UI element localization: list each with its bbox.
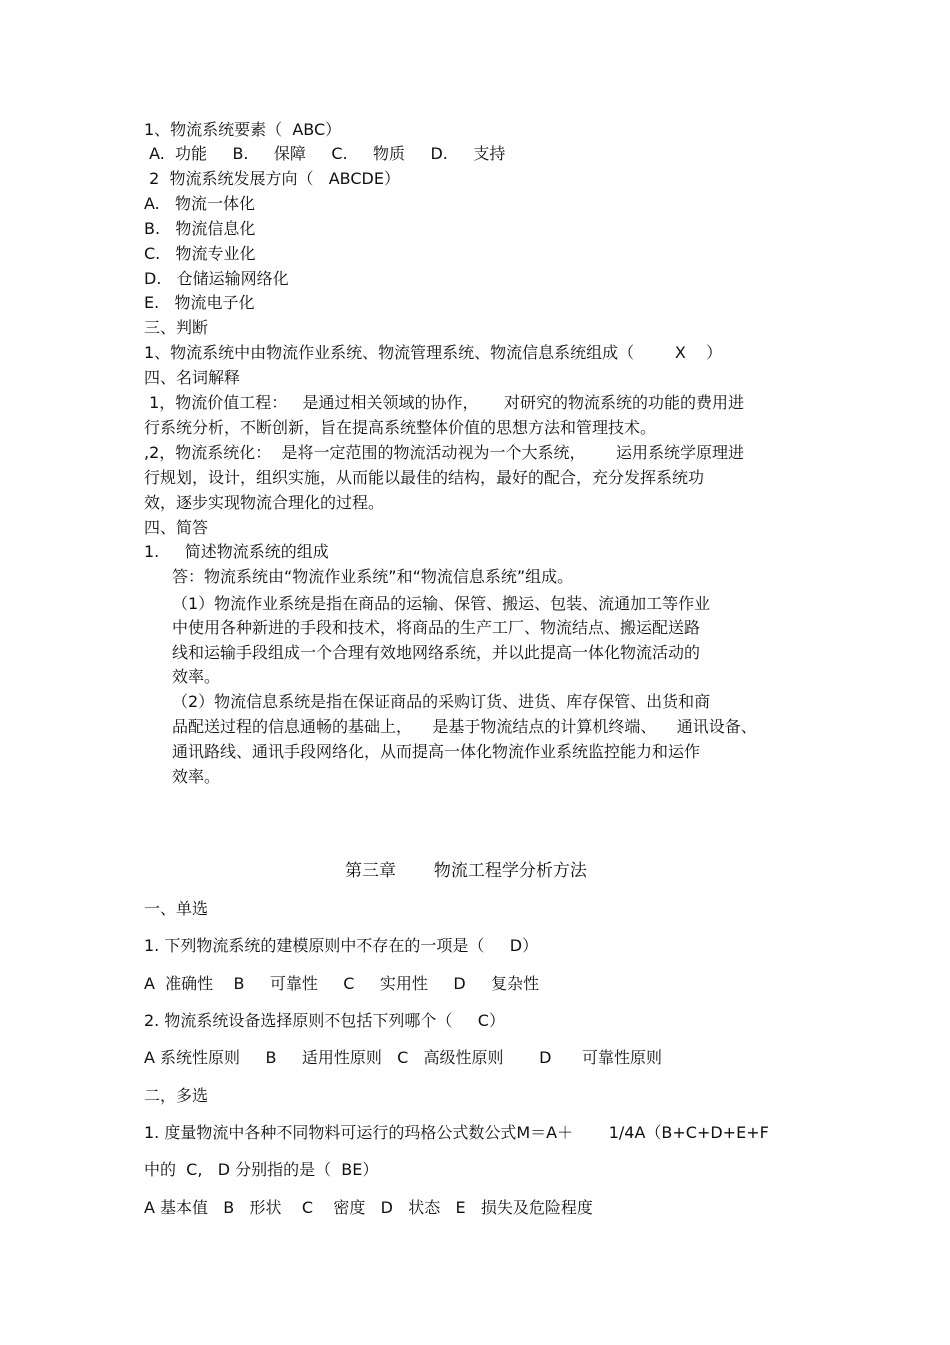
answer-part-2-line-2: 品配送过程的信息通畅的基础上， 是基于物流结点的计算机终端、 通讯设备、 [172,717,757,736]
section-judgement: 三、判断 [144,318,209,337]
options-system-elements: A. 功能 B. 保障 C. 物质 D. 支持 [144,144,506,163]
single-choice-options-2: A 系统性原则 B 适用性原则 C 高级性原则 D 可靠性原则 [144,1048,662,1067]
question-system-elements: 1、物流系统要素（ ABC） [144,120,342,139]
single-choice-question-1: 1. 下列物流系统的建模原则中不存在的一项是（ D） [144,936,539,955]
option-d: D. 仓储运输网络化 [144,269,289,288]
section-single-choice: 一、单选 [144,899,209,918]
judgement-question: 1、物流系统中由物流作业系统、物流管理系统、物流信息系统组成（ X ） [144,343,723,362]
multiple-choice-options: A 基本值 B 形状 C 密度 D 状态 E 损失及危险程度 [144,1198,593,1217]
multiple-choice-question-line-1: 1. 度量物流中各种不同物料可运行的玛格公式数公式M＝A＋ 1/4A（B+C+D+E+F [144,1123,769,1142]
answer-summary: 答：物流系统由“物流作业系统”和“物流信息系统”组成。 [172,567,574,586]
answer-part-1-line-4: 效率。 [172,667,221,686]
single-choice-question-2: 2. 物流系统设备选择原则不包括下列哪个（ C） [144,1011,505,1030]
section-multiple-choice: 二，多选 [144,1086,209,1105]
option-e: E. 物流电子化 [144,293,255,312]
option-b: B. 物流信息化 [144,219,256,238]
term-systematization-continued-1: 行规划，设计，组织实施，从而能以最佳的结构，最好的配合，充分发挥系统功 [144,468,705,487]
short-answer-question: 1. 简述物流系统的组成 [144,542,329,561]
answer-part-2-line-3: 通讯路线、通讯手段网络化，从而提高一体化物流作业系统监控能力和运作 [172,742,701,761]
section-short-answer: 四、简答 [144,518,209,537]
chapter-title: 第三章 物流工程学分析方法 [345,861,587,881]
option-a: A. 物流一体化 [144,194,256,213]
multiple-choice-question-line-2: 中的 C, D 分别指的是（ BE） [144,1160,379,1179]
answer-part-1-line-3: 线和运输手段组成一个合理有效地网络系统，并以此提高一体化物流活动的 [172,643,701,662]
term-value-engineering-continued: 行系统分析，不断创新，旨在提高系统整体价值的思想方法和管理技术。 [144,418,657,437]
answer-part-2-line-4: 效率。 [172,767,221,786]
option-c: C. 物流专业化 [144,244,256,263]
question-development-direction: 2 物流系统发展方向（ ABCDE） [144,169,400,188]
term-value-engineering: 1，物流价值工程： 是通过相关领域的协作， 对研究的物流系统的功能的费用进 [144,393,744,412]
term-systematization: ,2，物流系统化： 是将一定范围的物流活动视为一个大系统， 运用系统学原理进 [144,443,744,462]
single-choice-options-1: A 准确性 B 可靠性 C 实用性 D 复杂性 [144,974,540,993]
term-systematization-continued-2: 效，逐步实现物流合理化的过程。 [144,493,385,512]
answer-part-2-line-1: （2）物流信息系统是指在保证商品的采购订货、进货、库存保管、出货和商 [172,692,711,711]
answer-part-1-line-1: （1）物流作业系统是指在商品的运输、保管、搬运、包装、流通加工等作业 [172,594,711,613]
answer-part-1-line-2: 中使用各种新进的手段和技术，将商品的生产工厂、物流结点、搬运配送路 [172,618,701,637]
section-terms: 四、名词解释 [144,368,241,387]
